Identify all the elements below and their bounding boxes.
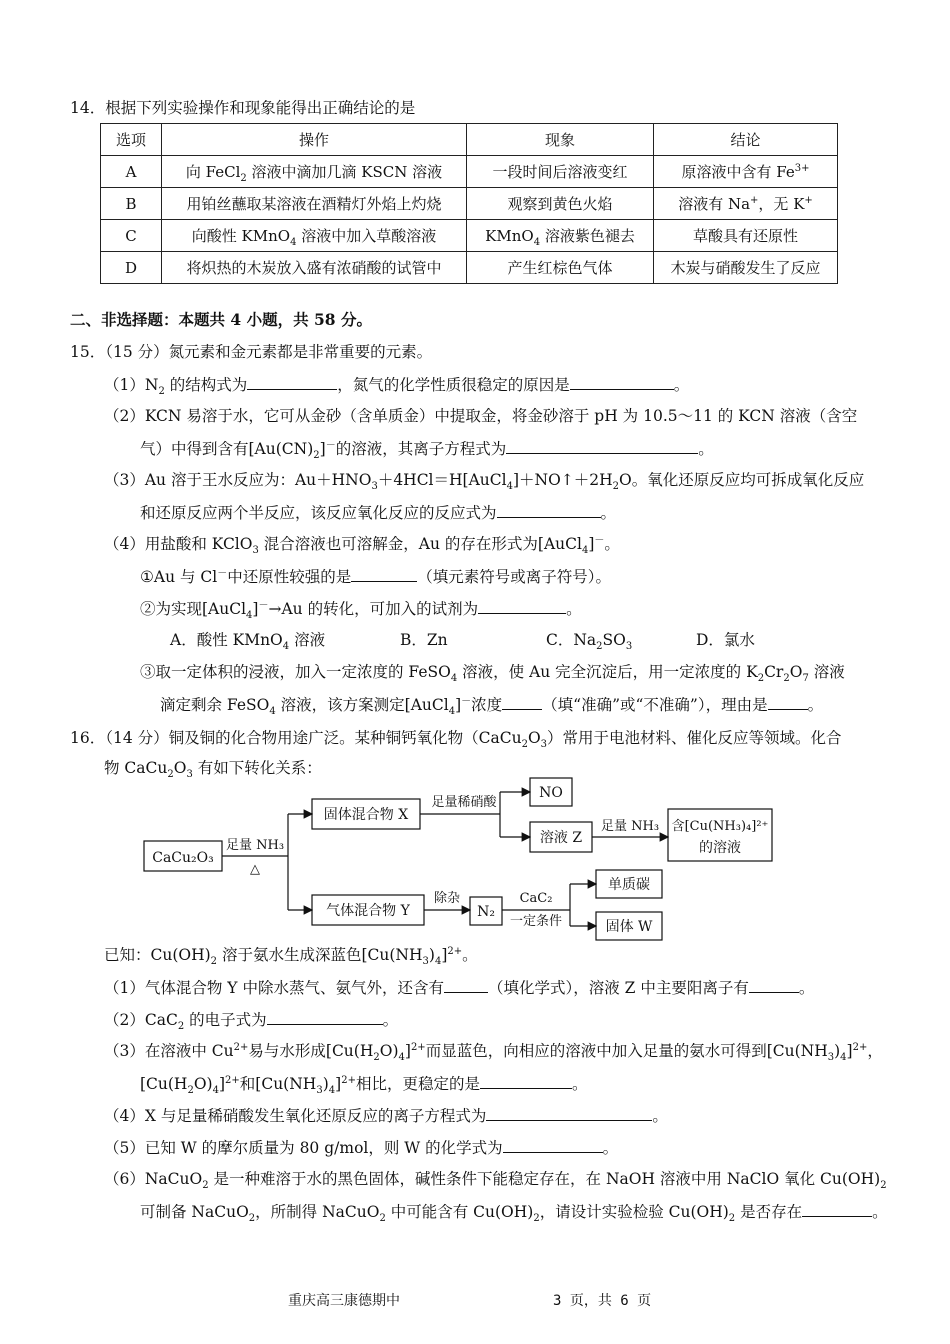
label-cu-complex2: 的溶液 — [699, 840, 741, 856]
label-remove: 除杂 — [433, 891, 461, 906]
q15-part3-line2: 和还原反应两个半反应，该反应氧化反应的反应式为 。 — [140, 501, 616, 524]
q16-part4: （4）X 与足量稀硝酸发生氧化还原反应的离子方程式为 。 — [104, 1104, 668, 1127]
label-cond1: 足量 NH₃ — [225, 838, 285, 853]
label-no: NO — [539, 785, 563, 801]
answer-blank[interactable] — [486, 1104, 652, 1121]
label-solid-w: 固体 W — [605, 919, 653, 935]
q15-sub2: ②为实现[AuCl$_4$]－→Au 的转化，可加入的试剂为 。 — [140, 597, 582, 620]
conversion-diagram — [140, 772, 790, 944]
q16-stem-line1: 16．（14 分）铜及铜的化合物用途广泛。某种铜钙氧化物$(CaCu_2O_3)$常用于电池材料、催化反应等领域。化合 — [70, 729, 842, 751]
cell-conclusion: 原溶液中含有 $Fe^{3+}$ — [654, 156, 838, 188]
q15-stem: 15．（15 分）氮元素和金元素都是非常重要的元素。 — [70, 343, 433, 361]
section2-heading: 二、非选择题：本题共 4 小题，共 58 分。 — [70, 310, 372, 329]
cell-option: B — [101, 188, 162, 220]
q14-header-row — [101, 124, 838, 156]
q15-part4: （4）用盐酸和 KClO$_3$ 混合溶液也可溶解金，Au 的存在形式为[AuCl$_4$]－。 — [104, 534, 620, 557]
answer-blank[interactable] — [749, 976, 799, 993]
label-start: CaCu₂O₃ — [152, 850, 214, 866]
table-row — [101, 220, 838, 252]
cell-conclusion: 木炭与硝酸发生了反应 — [654, 252, 838, 284]
header-conclusion: 结论 — [654, 124, 838, 156]
label-gas-y: 气体混合物 Y — [326, 903, 410, 919]
header-option: 选项 — [101, 124, 162, 156]
footer-school: 重庆高三康德期中 — [288, 1293, 400, 1309]
q16-stem-line2: 物 $CaCu_2O_3$ 有如下转化关系： — [104, 759, 322, 781]
label-cac2: CaC₂ — [519, 891, 553, 906]
table-row — [101, 188, 838, 220]
cell-operation: 向 FeCl$_2$ 溶液中滴加几滴 KSCN 溶液 — [162, 156, 467, 188]
answer-blank[interactable] — [267, 1008, 383, 1025]
label-cu-complex1: 含[Cu(NH₃)₄]²⁺ — [671, 819, 769, 834]
cell-phenomenon: 观察到黄色火焰 — [467, 188, 654, 220]
q15-option-d: D．氯水 — [696, 631, 755, 649]
answer-blank[interactable] — [247, 373, 337, 390]
answer-blank[interactable] — [768, 693, 808, 710]
q14-stem: 14．根据下列实验操作和现象能得出正确结论的是 — [70, 99, 416, 117]
q16-part3-line2: $[Cu(H_2O)_4]^{2+}$和$[Cu(NH_3)_4]^{2+}$相比，更稳定的是 。 — [140, 1072, 587, 1095]
footer-page: 3 页，共 6 页 — [553, 1293, 652, 1309]
q15-sub3-line2: 滴定剩余 FeSO$_4$ 溶液，该方案测定[AuCl$_4$]－浓度 （填“准确”或“不准确”），理由是 。 — [160, 693, 823, 716]
cell-phenomenon: 一段时间后溶液变红 — [467, 156, 654, 188]
cell-phenomenon: KMnO$_4$ 溶液紫色褪去 — [467, 220, 654, 252]
label-solid-x: 固体混合物 X — [323, 807, 409, 823]
label-carbon: 单质碳 — [608, 877, 650, 893]
answer-blank[interactable] — [480, 1072, 572, 1089]
q15-option-a: A．酸性 KMnO$_4$ 溶液 — [170, 631, 326, 653]
cell-phenomenon: 产生红棕色气体 — [467, 252, 654, 284]
label-acid: 足量稀硝酸 — [431, 795, 497, 810]
label-n2: N₂ — [477, 904, 495, 920]
q16-known: 已知：$Cu(OH)_2$ 溶于氨水生成深蓝色$[Cu(NH_3)_4]^{2+}$。 — [104, 945, 478, 968]
cell-operation: 向酸性 KMnO$_4$ 溶液中加入草酸溶液 — [162, 220, 467, 252]
q15-option-b: B．Zn — [400, 631, 448, 649]
q14-table — [100, 123, 838, 284]
answer-blank[interactable] — [503, 1136, 603, 1153]
answer-blank[interactable] — [444, 976, 488, 993]
label-cond2: 一定条件 — [509, 914, 563, 929]
header-phenomenon: 现象 — [467, 124, 654, 156]
cell-conclusion: 草酸具有还原性 — [654, 220, 838, 252]
q15-part2-line2: 气）中得到含有$[Au(CN)_2]^-$的溶液，其离子方程式为 。 — [140, 437, 714, 460]
cell-operation: 用铂丝蘸取某溶液在酒精灯外焰上灼烧 — [162, 188, 467, 220]
header-operation: 操作 — [162, 124, 467, 156]
table-row — [101, 156, 838, 188]
answer-blank[interactable] — [570, 373, 674, 390]
answer-blank[interactable] — [502, 693, 542, 710]
label-nh3: 足量 NH₃ — [600, 819, 660, 834]
q15-option-c: C．$Na_2SO_3$ — [546, 631, 633, 653]
q16-part6-line2: 可制备 NaCuO$_2$，所制得 NaCuO$_2$ 中可能含有 $Cu(OH)_2$，请设计实验检验 $Cu(OH)_2$ 是否存在 。 — [140, 1200, 888, 1223]
q15-part3-line1: （3）Au 溶于王水反应为：$Au+HNO_3+4HCl=H[AuCl_4]+NO↑+2H_2O$。氧化还原反应均可拆成氧化反应 — [104, 471, 865, 493]
table-row — [101, 252, 838, 284]
cell-conclusion: 溶液有 Na+，无 K+ — [654, 188, 838, 220]
cell-operation: 将炽热的木炭放入盛有浓硝酸的试管中 — [162, 252, 467, 284]
q15-part2-line1: （2）KCN 易溶于水，它可从金砂（含单质金）中提取金，将金砂溶于 pH 为 10.5～11 的 KCN 溶液（含空 — [104, 407, 858, 425]
q16-part5: （5）已知 W 的摩尔质量为 80 g/mol，则 W 的化学式为 。 — [104, 1136, 618, 1159]
q16-part1: （1）气体混合物 Y 中除水蒸气、氨气外，还含有 （填化学式），溶液 Z 中主要阳离子有 。 — [104, 976, 814, 999]
label-solution-z: 溶液 Z — [539, 830, 583, 846]
q15-sub1: ①Au 与 Cl－中还原性较强的是 （填元素符号或离子符号）。 — [140, 565, 611, 588]
q15-part1: $(1)N_2$ 的结构式为 ，氮气的化学性质很稳定的原因是 。 — [104, 373, 689, 396]
cell-option: A — [101, 156, 162, 188]
answer-blank[interactable] — [802, 1200, 872, 1217]
q16-part6-line1: （6）NaCuO$_2$ 是一种难溶于水的黑色固体，碱性条件下能稳定存在，在 NaOH 溶液中用 NaClO 氧化 $Cu(OH)_2$ — [104, 1170, 887, 1192]
answer-blank[interactable] — [351, 565, 417, 582]
cell-option: D — [101, 252, 162, 284]
q16-part2: （2）CaC$_2$ 的电子式为 。 — [104, 1008, 398, 1031]
cell-option: C — [101, 220, 162, 252]
label-cond1b: △ — [250, 862, 260, 877]
q15-sub3-line1: ③取一定体积的浸液，加入一定浓度的 FeSO$_4$ 溶液，使 Au 完全沉淀后，用一定浓度的 $K_2Cr_2O_7$ 溶液 — [140, 663, 845, 685]
answer-blank[interactable] — [478, 597, 566, 614]
answer-blank[interactable] — [506, 437, 698, 454]
q16-part3-line1: （3）在溶液中 $Cu^{2+}$易与水形成$[Cu(H_2O)_4]^{2+}$而显蓝色，向相应的溶液中加入足量的氨水可得到$[Cu(NH_3)_4]^{2+}$， — [104, 1041, 883, 1064]
answer-blank[interactable] — [497, 501, 601, 518]
